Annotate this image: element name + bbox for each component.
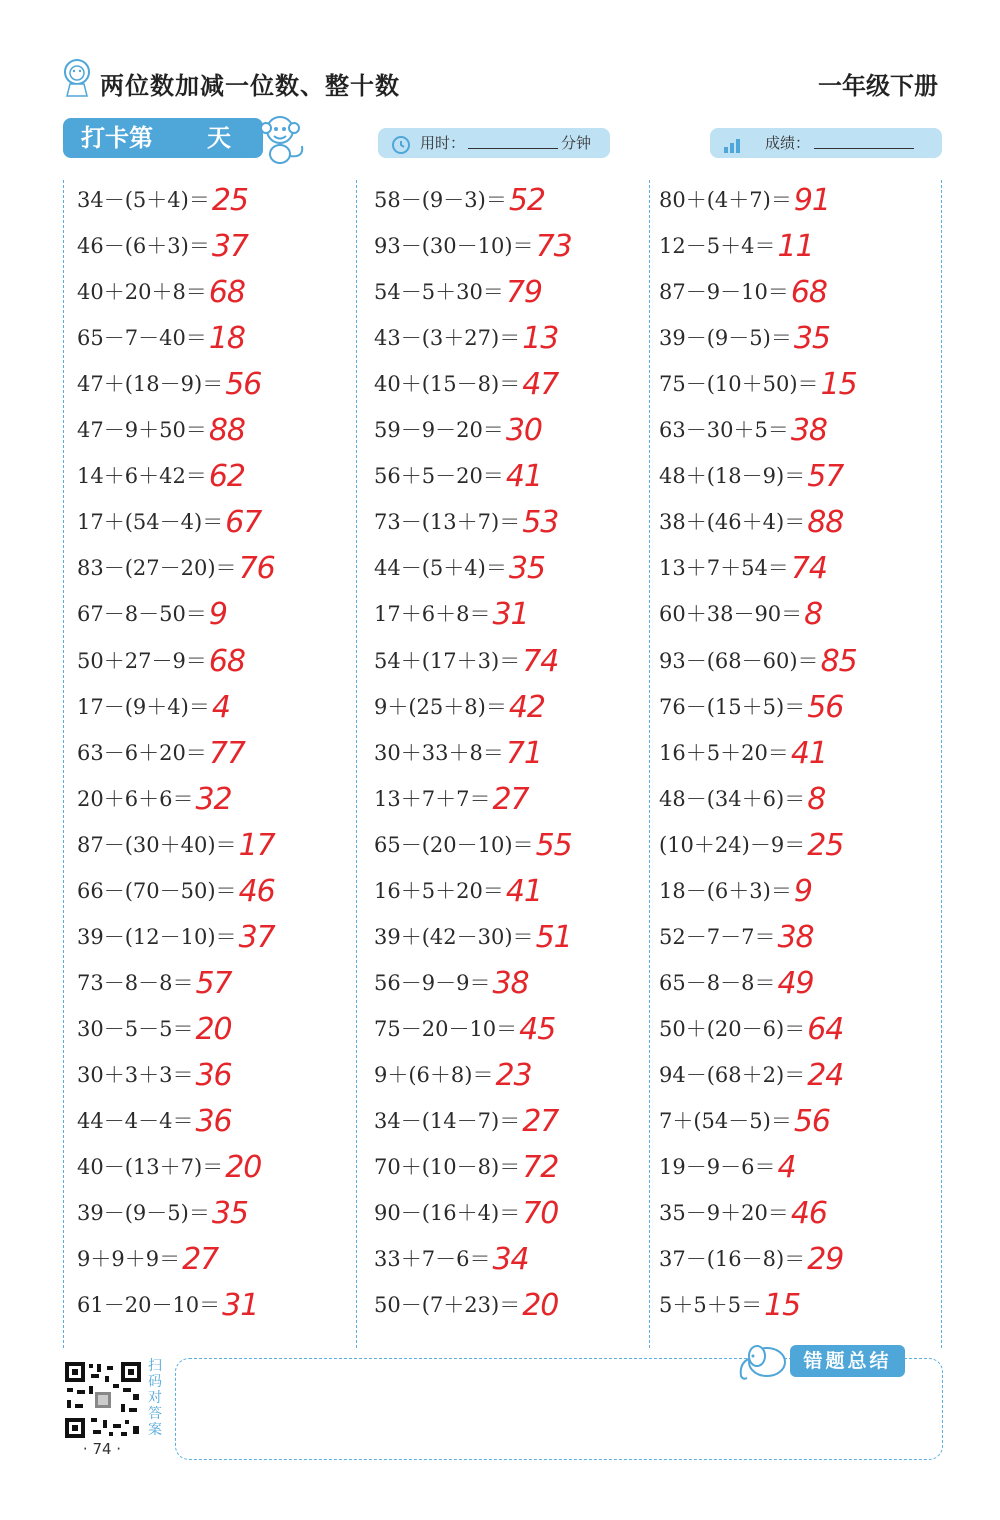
qr-caption: 扫码对答案 [148, 1358, 162, 1438]
equation-expression: 40＋20＋8＝ [77, 280, 207, 305]
equation-expression: 87－(30＋40)＝ [77, 832, 237, 857]
checkin-suffix: 天 [207, 124, 231, 152]
equation-expression: 56＋5－20＝ [374, 464, 504, 489]
equation-row [659, 961, 814, 1001]
equation-expression: 67－8－50＝ [77, 602, 207, 627]
handwritten-answer: 20 [195, 1011, 232, 1047]
handwritten-answer: 38 [492, 965, 529, 1001]
handwritten-answer: 71 [505, 735, 542, 771]
equation-expression: 37－(16－8)＝ [659, 1247, 806, 1272]
handwritten-answer: 56 [225, 367, 262, 403]
handwritten-answer: 35 [508, 551, 546, 587]
equation-expression: 30＋3＋3＝ [77, 1062, 194, 1087]
equation-row [77, 1145, 261, 1185]
equation-expression: 7＋(54－5)＝ [659, 1109, 792, 1133]
handwritten-answer: 23 [495, 1057, 532, 1093]
equation-expression: 19－9－6＝ [659, 1155, 776, 1180]
equation-row [659, 823, 843, 863]
equation-row [374, 639, 558, 679]
checkin-banner [63, 118, 263, 158]
equation-row [374, 408, 542, 448]
equation-expression: (10＋24)－9＝ [659, 832, 806, 857]
handwritten-answer: 41 [790, 735, 827, 771]
handwritten-answer: 68 [208, 643, 245, 679]
equation-row [659, 685, 843, 725]
equation-expression: 90－(16＋4)＝ [374, 1201, 521, 1226]
equation-row [77, 592, 227, 632]
handwritten-answer: 13 [522, 321, 559, 357]
equation-expression: 44－(5＋4)＝ [374, 556, 507, 581]
equation-expression: 5＋5＋5＝ [659, 1293, 763, 1318]
monkey-icon [252, 112, 312, 166]
column-divider [356, 180, 357, 1348]
handwritten-answer: 4 [211, 689, 230, 725]
equation-expression: 48＋(18－9)＝ [659, 464, 806, 489]
equation-expression: 34－(14－7)＝ [374, 1109, 521, 1133]
equation-row [374, 1191, 558, 1231]
qr-code-icon[interactable] [63, 1360, 143, 1440]
handwritten-answer: 70 [522, 1196, 559, 1232]
handwritten-answer: 41 [505, 873, 542, 909]
equation-expression: 50＋27－9＝ [77, 648, 207, 673]
equation-expression: 66－(70－50)＝ [77, 878, 237, 903]
equation-row [659, 915, 814, 955]
equation-expression: 38＋(46＋4)＝ [659, 510, 806, 535]
equation-row [374, 362, 558, 402]
equation-expression: 75－(10＋50)＝ [659, 372, 819, 397]
equation-expression: 33＋7－6＝ [374, 1247, 491, 1272]
equation-expression: 65－8－8＝ [659, 970, 776, 995]
handwritten-answer: 8 [807, 781, 826, 817]
equation-row [77, 546, 275, 586]
equation-row [374, 961, 529, 1001]
handwritten-answer: 27 [522, 1104, 559, 1139]
equation-row [374, 1099, 558, 1139]
equation-row [77, 316, 245, 356]
equation-expression: 9＋9＋9＝ [77, 1247, 181, 1272]
equation-row [374, 685, 545, 725]
handwritten-answer: 46 [790, 1196, 827, 1232]
handwritten-answer: 67 [225, 505, 262, 541]
handwritten-answer: 18 [208, 321, 245, 357]
handwritten-answer: 35 [211, 1196, 249, 1232]
elephant-icon [733, 1338, 791, 1384]
equation-expression: 73－(13＋7)＝ [374, 510, 521, 535]
handwritten-answer: 31 [492, 597, 529, 633]
equation-expression: 43－(3＋27)＝ [374, 326, 521, 351]
equation-row [374, 777, 529, 817]
checkin-prefix: 打卡第 [81, 124, 153, 152]
handwritten-answer: 9 [208, 597, 227, 633]
handwritten-answer: 68 [790, 275, 827, 311]
equation-row [659, 1237, 843, 1277]
handwritten-answer: 79 [505, 275, 542, 311]
handwritten-answer: 49 [777, 965, 814, 1001]
handwritten-answer: 11 [777, 229, 814, 265]
equation-row [659, 178, 830, 218]
equation-row [374, 869, 542, 909]
equation-row [77, 1007, 232, 1047]
column-divider [941, 180, 942, 1348]
page-number: · 74 · [82, 1440, 122, 1458]
handwritten-answer: 38 [790, 413, 827, 449]
equation-row [77, 685, 230, 725]
mistake-summary-title: 错题总结 [790, 1345, 905, 1377]
equation-row [374, 915, 572, 955]
handwritten-answer: 15 [764, 1288, 801, 1324]
handwritten-answer: 37 [238, 919, 275, 955]
time-field[interactable] [378, 128, 610, 158]
score-blank[interactable] [814, 148, 914, 149]
equation-row [77, 178, 248, 218]
equation-expression: 50－(7＋23)＝ [374, 1293, 521, 1318]
equation-row [374, 316, 558, 356]
equation-row [374, 1237, 529, 1277]
equation-expression: 56－9－9＝ [374, 970, 491, 995]
handwritten-answer: 64 [807, 1011, 844, 1047]
equation-expression: 40－(13＋7)＝ [77, 1155, 224, 1180]
handwritten-answer: 46 [238, 873, 275, 909]
equation-row [659, 869, 812, 909]
equation-expression: 9＋(6＋8)＝ [374, 1062, 494, 1087]
equation-row [77, 1099, 232, 1139]
equation-row [374, 500, 558, 540]
equation-row [659, 639, 857, 679]
column-divider [63, 180, 64, 1348]
handwritten-answer: 4 [777, 1150, 796, 1186]
equation-expression: 12－5＋4＝ [659, 234, 776, 259]
equation-expression: 44－4－4＝ [77, 1109, 194, 1133]
handwritten-answer: 85 [820, 643, 857, 679]
handwritten-answer: 8 [804, 597, 823, 633]
equation-expression: 34－(5＋4)＝ [77, 188, 210, 212]
equation-expression: 39－(9－5)＝ [77, 1201, 210, 1226]
handwritten-answer: 15 [820, 367, 857, 403]
handwritten-answer: 91 [793, 183, 831, 218]
handwritten-answer: 62 [208, 459, 245, 495]
equation-expression: 65－(20－10)＝ [374, 832, 534, 857]
equation-row [77, 454, 245, 494]
equation-expression: 58－(9－3)＝ [374, 188, 507, 212]
equation-row [374, 592, 529, 632]
handwritten-answer: 57 [807, 459, 844, 495]
equation-expression: 93－(68－60)＝ [659, 648, 819, 673]
equation-row [374, 731, 542, 771]
equation-row [374, 1053, 532, 1093]
equation-row [374, 1007, 555, 1047]
equation-expression: 16＋5＋20＝ [659, 740, 789, 765]
equation-expression: 13＋7＋7＝ [374, 786, 491, 811]
page-title: 两位数加减一位数、整十数 [100, 72, 400, 100]
column-divider [649, 180, 650, 1348]
equation-expression: 54＋(17＋3)＝ [374, 648, 521, 673]
handwritten-answer: 36 [195, 1057, 232, 1093]
handwritten-answer: 31 [222, 1288, 259, 1324]
handwritten-answer: 37 [211, 229, 249, 265]
equation-row [374, 454, 542, 494]
handwritten-answer: 88 [807, 505, 844, 541]
equation-expression: 35－9＋20＝ [659, 1201, 789, 1226]
handwritten-answer: 17 [238, 827, 275, 863]
equation-row [659, 1007, 843, 1047]
equation-row [659, 1099, 830, 1139]
equation-row [659, 731, 827, 771]
equation-row [659, 316, 830, 356]
equation-row [659, 1191, 827, 1231]
equation-expression: 94－(68＋2)＝ [659, 1062, 806, 1087]
equation-expression: 75－20－10＝ [374, 1016, 518, 1041]
handwritten-answer: 57 [195, 965, 232, 1001]
equation-row [77, 500, 261, 540]
equation-expression: 83－(27－20)＝ [77, 556, 237, 581]
handwritten-answer: 35 [793, 321, 831, 357]
equation-row [77, 1053, 232, 1093]
equation-row [659, 592, 822, 632]
equation-row [77, 1237, 218, 1277]
handwritten-answer: 76 [238, 551, 275, 587]
handwritten-answer: 38 [777, 919, 814, 955]
equation-row [659, 1053, 843, 1093]
alarm-clock-icon [390, 133, 412, 155]
equation-expression: 63－6＋20＝ [77, 740, 207, 765]
equation-expression: 80＋(4＋7)＝ [659, 188, 792, 212]
equation-row [77, 777, 232, 817]
handwritten-answer: 74 [522, 643, 559, 679]
equation-row [659, 454, 843, 494]
equation-row [77, 224, 248, 264]
handwritten-answer: 25 [211, 183, 249, 218]
equation-expression: 39－(9－5)＝ [659, 326, 792, 351]
equation-expression: 9＋(25＋8)＝ [374, 694, 507, 719]
equation-row [77, 823, 275, 863]
equation-row [77, 961, 232, 1001]
equation-row [659, 777, 825, 817]
equation-row [374, 823, 572, 863]
handwritten-answer: 20 [225, 1150, 262, 1186]
equation-row [77, 270, 245, 310]
equation-row [77, 639, 245, 679]
equation-row [659, 1145, 796, 1185]
equation-expression: 16＋5＋20＝ [374, 878, 504, 903]
handwritten-answer: 47 [522, 367, 559, 403]
equation-row [374, 1283, 558, 1323]
grade-label: 一年级下册 [818, 72, 938, 100]
equation-expression: 17－(9＋4)＝ [77, 694, 210, 719]
equation-expression: 60＋38－90＝ [659, 602, 803, 627]
handwritten-answer: 30 [505, 413, 542, 449]
equation-expression: 52－7－7＝ [659, 924, 776, 949]
equation-row [659, 224, 814, 264]
handwritten-answer: 32 [195, 781, 232, 817]
equation-row [659, 408, 827, 448]
equation-row [77, 731, 245, 771]
handwritten-answer: 20 [522, 1288, 559, 1324]
equation-row [659, 546, 827, 586]
equation-expression: 39＋(42－30)＝ [374, 924, 534, 949]
equation-row [77, 915, 275, 955]
equation-expression: 17＋6＋8＝ [374, 602, 491, 627]
equation-row [659, 362, 857, 402]
equation-expression: 70＋(10－8)＝ [374, 1155, 521, 1180]
handwritten-answer: 24 [807, 1057, 844, 1093]
equation-expression: 93－(30－10)＝ [374, 234, 534, 259]
score-chart-icon [722, 133, 744, 155]
handwritten-answer: 27 [182, 1242, 219, 1278]
handwritten-answer: 25 [807, 827, 844, 863]
handwritten-answer: 74 [790, 551, 827, 587]
equation-expression: 40＋(15－8)＝ [374, 372, 521, 397]
equation-row [77, 1191, 248, 1231]
time-unit: 分钟 [561, 134, 592, 152]
equation-row [659, 500, 843, 540]
equation-expression: 18－(6＋3)＝ [659, 878, 792, 903]
equation-expression: 63－30＋5＝ [659, 418, 789, 443]
equation-expression: 48－(34＋6)＝ [659, 786, 806, 811]
handwritten-answer: 68 [208, 275, 245, 311]
equation-expression: 47－9＋50＝ [77, 418, 207, 443]
handwritten-answer: 34 [492, 1242, 529, 1278]
handwritten-answer: 77 [208, 735, 245, 771]
equation-expression: 13＋7＋54＝ [659, 556, 789, 581]
equation-row [374, 178, 545, 218]
time-blank[interactable] [468, 148, 558, 149]
handwritten-answer: 27 [492, 781, 529, 817]
equation-row [374, 224, 572, 264]
equation-expression: 54－5＋30＝ [374, 280, 504, 305]
equation-row [659, 270, 827, 310]
equation-expression: 30－5－5＝ [77, 1016, 194, 1041]
score-label: 成绩： [765, 134, 811, 152]
equation-expression: 65－7－40＝ [77, 326, 207, 351]
equation-expression: 30＋33＋8＝ [374, 740, 504, 765]
handwritten-answer: 42 [508, 689, 546, 725]
equation-expression: 59－9－20＝ [374, 418, 504, 443]
equation-expression: 17＋(54－4)＝ [77, 510, 224, 535]
equation-row [77, 408, 245, 448]
handwritten-answer: 45 [519, 1011, 556, 1047]
handwritten-answer: 73 [535, 229, 572, 265]
equation-expression: 14＋6＋42＝ [77, 464, 207, 489]
equation-expression: 73－8－8＝ [77, 970, 194, 995]
equation-row [77, 362, 261, 402]
equation-row [77, 869, 275, 909]
handwritten-answer: 29 [807, 1242, 844, 1278]
equation-expression: 20＋6＋6＝ [77, 786, 194, 811]
handwritten-answer: 56 [807, 689, 844, 725]
equation-row [374, 546, 545, 586]
equation-row [374, 270, 542, 310]
equation-expression: 46－(6＋3)＝ [77, 234, 210, 259]
handwritten-answer: 9 [793, 873, 812, 909]
equation-expression: 50＋(20－6)＝ [659, 1016, 806, 1041]
handwritten-answer: 88 [208, 413, 245, 449]
equation-expression: 61－20－10＝ [77, 1293, 221, 1318]
handwritten-answer: 53 [522, 505, 559, 541]
equation-expression: 87－9－10＝ [659, 280, 789, 305]
handwritten-answer: 41 [505, 459, 542, 495]
score-field[interactable] [710, 128, 942, 158]
lion-logo-icon [62, 58, 92, 98]
time-label: 用时： [420, 134, 466, 152]
handwritten-answer: 36 [195, 1104, 232, 1139]
handwritten-answer: 52 [508, 183, 546, 218]
equation-expression: 39－(12－10)＝ [77, 924, 237, 949]
equation-row [77, 1283, 258, 1323]
handwritten-answer: 56 [793, 1104, 831, 1139]
handwritten-answer: 72 [522, 1150, 559, 1186]
handwritten-answer: 51 [535, 919, 572, 955]
handwritten-answer: 55 [535, 827, 572, 863]
equation-expression: 47＋(18－9)＝ [77, 372, 224, 397]
equation-row [659, 1283, 800, 1323]
equation-row [374, 1145, 558, 1185]
equation-expression: 76－(15＋5)＝ [659, 694, 806, 719]
